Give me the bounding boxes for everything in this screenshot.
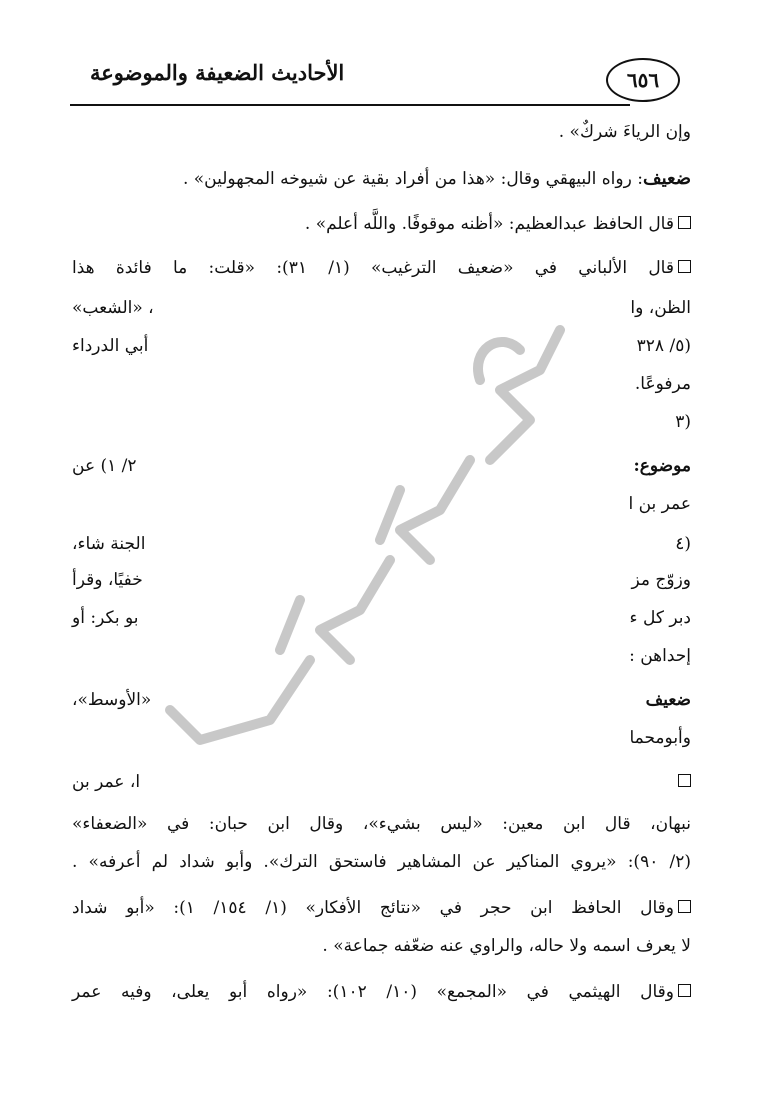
text-line (72, 898, 691, 918)
text-span: قال الألباني في «ضعيف الترغيب» (١/ ٣١): «قلت: ما فائدة هذا (72, 258, 674, 278)
text-fragment: الجنة شاء، (72, 534, 146, 554)
text-fragment: الظن، وا (630, 298, 691, 318)
text-fragment: وأبومحما (629, 728, 691, 748)
text-line (72, 982, 691, 1002)
bullet-box-icon (678, 900, 691, 913)
text-line (183, 168, 691, 189)
page-number: ٦٥٦ (606, 58, 680, 102)
bullet-box-icon (678, 984, 691, 997)
bullet-box-icon (678, 216, 691, 229)
running-title: الأحاديث الضعيفة والموضوعة (90, 60, 345, 85)
text-fragment: إحداهن : (629, 646, 691, 666)
text-line: (٢/ ٩٠): «يروي المناكير عن المشاهير فاستحق الترك». وأبو شداد لم أعرفه» . (72, 852, 691, 872)
text-line: وإن الرياءَ شركٌ» . (558, 122, 691, 142)
text-fragment: (٣ (675, 412, 691, 432)
page-header (70, 54, 680, 104)
text-line (72, 258, 691, 278)
watermark-strokes (170, 330, 560, 740)
text-fragment: ، «الشعب» (72, 298, 154, 318)
text-fragment: (٤ (675, 534, 691, 554)
bullet-box-icon (678, 774, 691, 787)
header-divider (70, 104, 630, 106)
text-fragment: ٢/ ١) عن (72, 456, 137, 476)
text-fragment: خفيًا، وقرأ (72, 570, 143, 590)
text-fragment: دبر كل ء (629, 608, 691, 628)
text-fragment (674, 772, 691, 792)
text-fragment: عمر بن ا (628, 494, 691, 514)
calligraphy-watermark (140, 310, 610, 790)
grading-label: ضعيف (645, 690, 691, 710)
text-fragment: أبي الدرداء (72, 336, 149, 356)
text-line (305, 214, 691, 234)
text-span: قال الحافظ عبدالعظيم: «أظنه موقوفًا. واللَّه أعلم» . (304, 214, 674, 234)
text-line: لا يعرف اسمه ولا حاله، والراوي عنه ضعّفه جماعة» . (322, 936, 691, 956)
text-fragment: (٥/ ٣٢٨ (636, 336, 691, 356)
text-span: وقال الهيثمي في «المجمع» (١٠/ ١٠٢): «رواه أبو يعلى، وفيه عمر (72, 982, 675, 1002)
grading-label: ضعيف (642, 168, 691, 189)
text-span: : رواه البيهقي وقال: «هذا من أفراد بقية عن شيوخه المجهولين» . (182, 169, 643, 189)
text-fragment: ا، عمر بن (72, 772, 141, 792)
text-fragment: مرفوعًا. (634, 374, 691, 394)
text-fragment: «الأوسط»، (72, 690, 152, 710)
grading-label: موضوع: (633, 456, 691, 476)
text-fragment: وزوّج مز (631, 570, 691, 590)
bullet-box-icon (678, 260, 691, 273)
text-line: نبهان، قال ابن معين: «ليس بشيء»، وقال ابن حبان: في «الضعفاء» (72, 814, 691, 834)
text-fragment: بو بكر: أو (72, 608, 139, 628)
text-span: وقال الحافظ ابن حجر في «نتائج الأفكار» (١/ ١٥٤/ ١): «أبو شداد (72, 898, 674, 918)
